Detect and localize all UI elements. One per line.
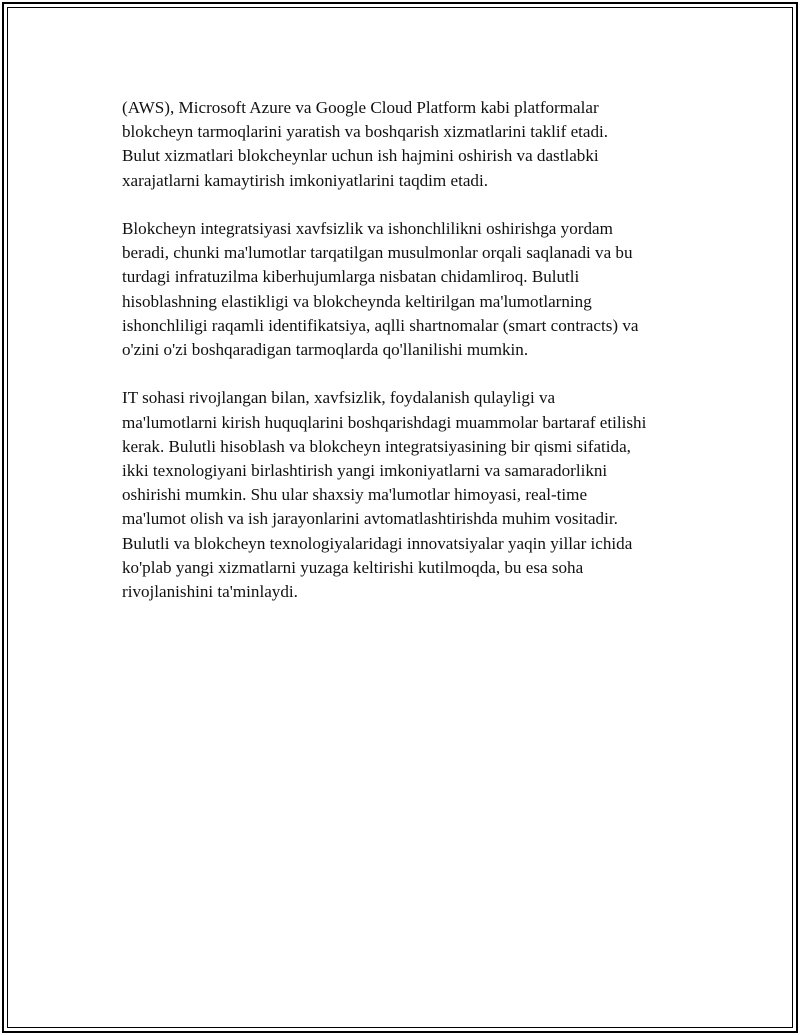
text-line: Bulut xizmatlari blokcheynlar uchun ish hajmini oshirish va dastlabki [122, 146, 599, 166]
text-line: o'zini o'zi boshqaradigan tarmoqlarda qo'llanilishi mumkin. [122, 340, 529, 360]
text-line: ishonchliligi raqamli identifikatsiya, aqlli shartnomalar (smart contracts) va [122, 315, 639, 335]
text-line: hisoblashning elastikligi va blokcheynda keltirilgan ma'lumotlarning [122, 291, 592, 311]
text-line: Bulutli va blokcheyn texnologiyalaridagi innovatsiyalar yaqin yillar ichida [122, 533, 633, 553]
text-line: turdagi infratuzilma kiberhujumlarga nisbatan chidamliroq. Bulutli [122, 267, 580, 287]
text-line: ikki texnologiyani birlashtirish yangi imkoniyatlarni va samaradorlikni [122, 461, 608, 481]
text-line: rivojlanishini ta'minlaydi. [122, 582, 298, 602]
text-line: Blokcheyn integratsiyasi xavfsizlik va ishonchlilikni oshirishga yordam [122, 219, 613, 238]
text-line: ma'lumot olish va ish jarayonlarini avtomatlashtirishda muhim vositadir. [122, 509, 618, 529]
paragraph-security [122, 217, 702, 362]
paragraph-it-development [122, 386, 702, 604]
text-line: ko'plab yangi xizmatlarni yuzaga keltirishi kutilmoqda, bu esa soha [122, 557, 584, 577]
text-line: kerak. Bulutli hisoblash va blokcheyn integratsiyasining bir qismi sifatida, [122, 436, 631, 456]
document-body [122, 96, 702, 628]
page-border [2, 2, 798, 1033]
text-line: IT sohasi rivojlangan bilan, xavfsizlik, foydalanish qulayligi va [122, 388, 556, 408]
text-line: ma'lumotlarni kirish huquqlarini boshqarishdagi muammolar bartaraf etilishi [122, 412, 647, 432]
text-line: xarajatlarni kamaytirish imkoniyatlarini taqdim etadi. [122, 170, 488, 190]
text-line: blokcheyn tarmoqlarini yaratish va boshqarish xizmatlarini taklif etadi. [122, 122, 609, 142]
text-line: oshirishi mumkin. Shu ular shaxsiy ma'lumotlar himoyasi, real-time [122, 485, 588, 505]
paragraph-cloud-services [122, 96, 702, 193]
text-line: beradi, chunki ma'lumotlar tarqatilgan musulmonlar orqali saqlanadi va bu [122, 243, 633, 263]
text-line: (AWS), Microsoft Azure va Google Cloud Platform kabi platformalar [122, 98, 599, 117]
